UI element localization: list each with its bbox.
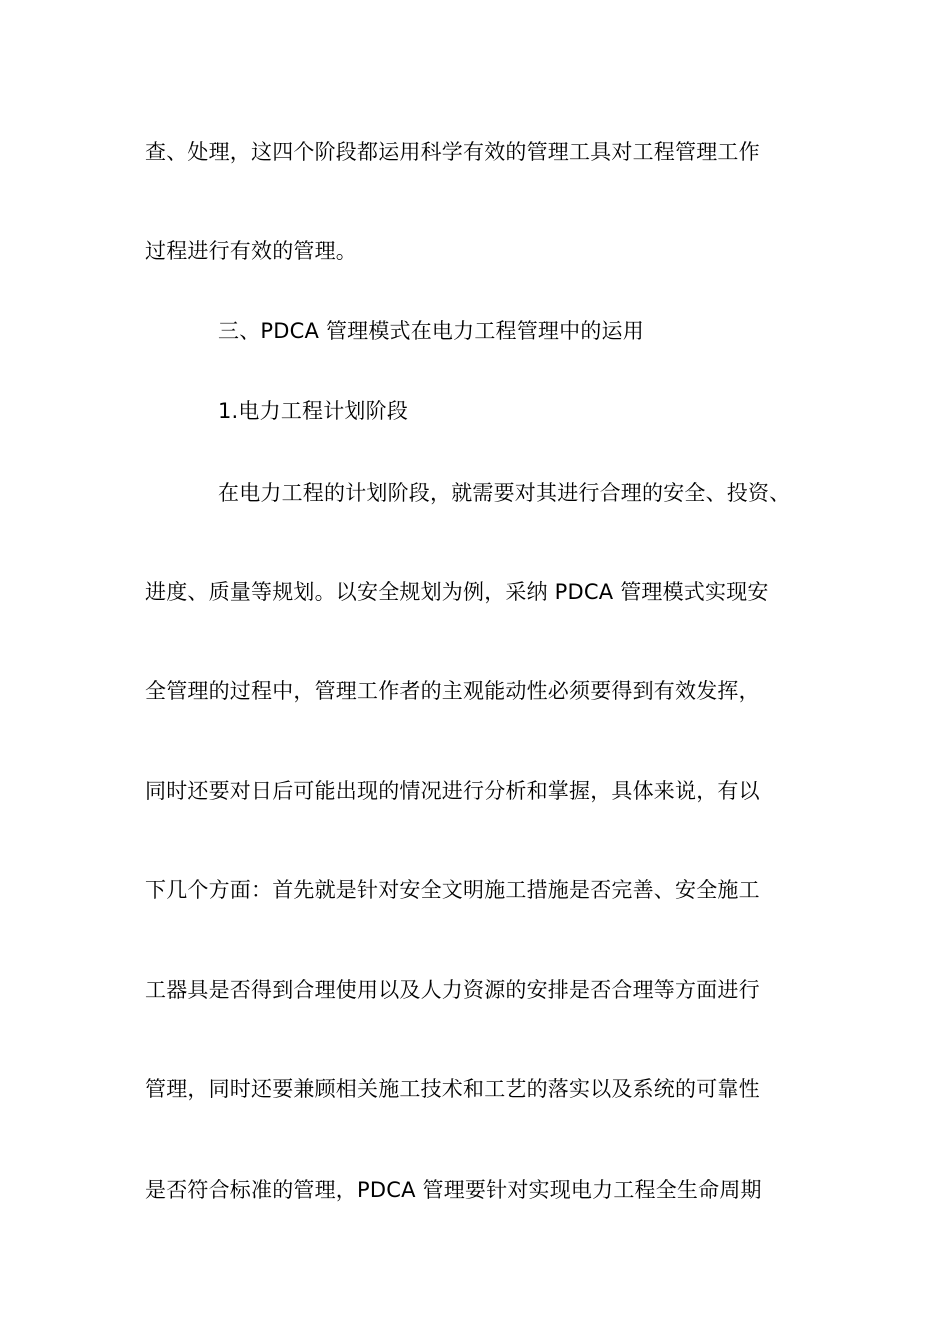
paragraph-line: 全管理的过程中，管理工作者的主观能动性必须要得到有效发挥， [145, 679, 760, 703]
paragraph-line: 管理，同时还要兼顾相关施工技术和工艺的落实以及系统的可靠性 [145, 1077, 760, 1101]
subsection-heading: 1.电力工程计划阶段 [218, 399, 409, 423]
paragraph-line: 在电力工程的计划阶段，就需要对其进行合理的安全、投资、 [218, 481, 791, 505]
paragraph-line: 进度、质量等规划。以安全规划为例，采纳 PDCA 管理模式实现安 [145, 580, 769, 604]
paragraph-line: 是否符合标准的管理，PDCA 管理要针对实现电力工程全生命周期 [145, 1178, 762, 1202]
paragraph-line: 过程进行有效的管理。 [145, 239, 357, 263]
paragraph-line: 查、处理，这四个阶段都运用科学有效的管理工具对工程管理工作 [145, 140, 760, 164]
section-heading: 三、PDCA 管理模式在电力工程管理中的运用 [218, 319, 644, 343]
paragraph-line: 下几个方面：首先就是针对安全文明施工措施是否完善、安全施工 [145, 878, 760, 902]
paragraph-line: 工器具是否得到合理使用以及人力资源的安排是否合理等方面进行 [145, 978, 760, 1002]
paragraph-line: 同时还要对日后可能出现的情况进行分析和掌握，具体来说，有以 [145, 779, 760, 803]
